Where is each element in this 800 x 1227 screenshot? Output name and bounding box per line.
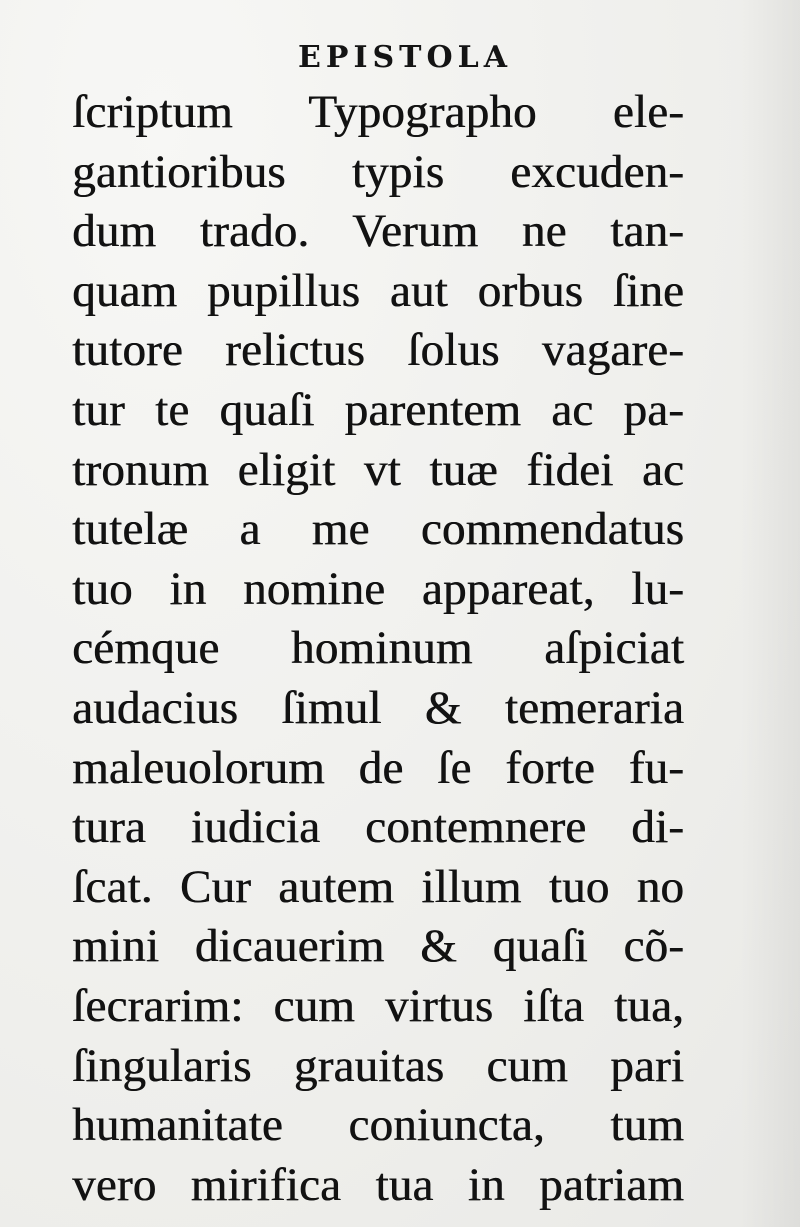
text-line: quam pupillus aut orbus ſine <box>72 264 684 317</box>
text-line: vero mirifica tua in patriam <box>72 1158 684 1211</box>
text-line: tura iudicia contemnere di- <box>72 801 684 854</box>
text-line: tutelæ a me commendatus <box>72 503 684 556</box>
text-line: tutore relictus ſolus vagare- <box>72 324 684 377</box>
running-head: EPISTOLA <box>298 40 512 75</box>
text-line: cémque hominum aſpiciat <box>72 622 684 675</box>
text-line: maleuolorum de ſe forte fu- <box>72 741 684 794</box>
text-line: ſcat. Cur autem illum tuo no <box>72 860 684 913</box>
text-line: audacius ſimul & temeraria <box>72 681 684 734</box>
text-line: dum trado. Verum ne tan- <box>72 205 684 258</box>
text-line: tur te quaſi parentem ac pa- <box>72 383 684 436</box>
text-line: tuo in nomine appareat, lu- <box>72 562 684 615</box>
text-line: humanitate coniuncta, tum <box>72 1099 684 1152</box>
text-line: ſecrarim: cum virtus iſta tua, <box>72 979 684 1032</box>
text-line: tronum eligit vt tuæ fidei ac <box>72 443 684 496</box>
text-line: ſcriptum Typographo ele- <box>72 86 684 138</box>
page-edge-shadow <box>740 0 800 1227</box>
text-line: gantioribus typis excuden- <box>72 145 684 198</box>
body-text <box>72 83 684 1215</box>
text-line: ſingularis grauitas cum pari <box>72 1039 684 1092</box>
text-line: mini dicauerim & quaſi cõ- <box>72 920 684 973</box>
